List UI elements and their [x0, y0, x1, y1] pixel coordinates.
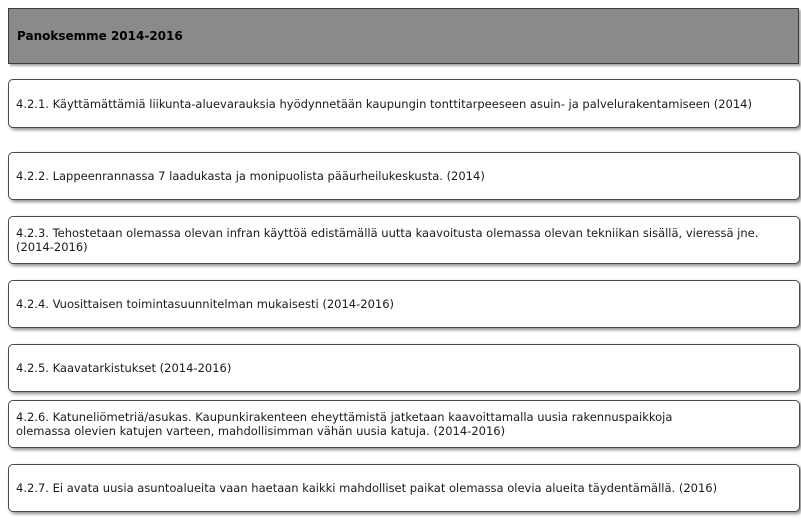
- goal-text: 4.2.3. Tehostetaan olemassa olevan infran käyttöä edistämällä uutta kaavoitusta olemassa olevan tekniikan sisällä, vieressä jne. (2014-2016): [16, 226, 759, 254]
- goal-text: 4.2.2. Lappeenrannassa 7 laadukasta ja monipuolista pääurheilukeskusta. (2014): [16, 169, 485, 183]
- goal-text: 4.2.1. Käyttämättämiä liikunta-aluevarauksia hyödynnetään kaupungin tonttitarpeeseen asuin- ja palvelurakentamiseen (2014): [16, 96, 752, 111]
- goal-box-4-2-5: [8, 344, 800, 392]
- header-box: [8, 8, 799, 64]
- goal-text: 4.2.5. Kaavatarkistukset (2014-2016): [16, 361, 232, 375]
- goal-box-4-2-4: [8, 280, 800, 328]
- goal-text: 4.2.7. Ei avata uusia asuntoalueita vaan haetaan kaikki mahdolliset paikat olemassa olevia alueita täydentämällä. (2016): [16, 481, 718, 495]
- goal-text: 4.2.4. Vuosittaisen toimintasuunnitelman mukaisesti (2014-2016): [16, 297, 395, 311]
- goal-box-4-2-2: [8, 152, 800, 200]
- goal-box-4-2-7: [8, 464, 800, 512]
- header-title: Panoksemme 2014-2016: [17, 29, 183, 43]
- goal-box-4-2-3: [8, 216, 800, 264]
- goal-box-4-2-1: [8, 79, 800, 128]
- goal-box-4-2-6: [8, 400, 800, 448]
- goal-text: 4.2.6. Katuneliömetriä/asukas. Kaupunkirakenteen eheyttämistä jatketaan kaavoittamalla uusia rakennuspaikkoja olemassa olevien katujen varteen, mahdollisimman vähän uusia katuja. (2014-2016): [16, 410, 673, 438]
